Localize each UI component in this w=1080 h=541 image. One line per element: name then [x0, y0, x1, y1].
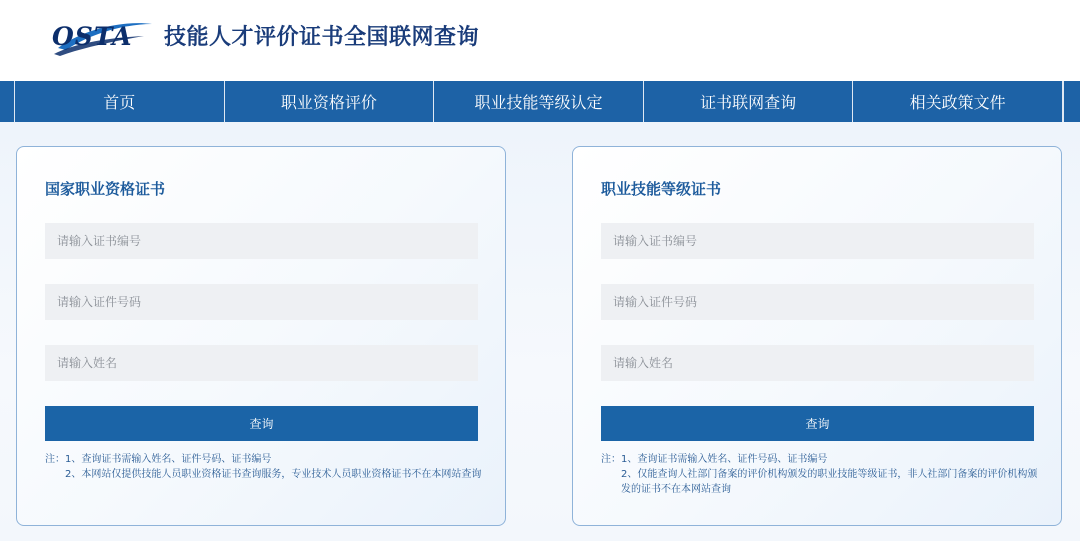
note-1: 1、查询证书需输入姓名、证件号码、证书编号: [621, 454, 828, 465]
main-nav: [0, 81, 1080, 122]
note-prefix: 注：: [601, 454, 621, 465]
query-button[interactable]: 查询: [601, 406, 1034, 441]
note-prefix: 注：: [45, 454, 65, 465]
site-header: [0, 0, 1080, 81]
card-title: 国家职业资格证书: [45, 180, 166, 198]
name-input[interactable]: [601, 345, 1034, 381]
notes: [601, 452, 1041, 497]
nav-item-policy-documents[interactable]: 相关政策文件: [853, 81, 1063, 122]
nav-edge-right: [1063, 81, 1080, 122]
id-number-input[interactable]: [601, 284, 1034, 320]
note-1: 1、查询证书需输入姓名、证件号码、证书编号: [65, 454, 272, 465]
card-title: 职业技能等级证书: [601, 180, 722, 198]
certificate-number-input[interactable]: [45, 223, 478, 259]
site-title: 技能人才评价证书全国联网查询: [164, 25, 480, 50]
nav-item-qualification-evaluation[interactable]: 职业资格评价: [225, 81, 435, 122]
logo-text: OSTA: [52, 22, 133, 51]
nav-edge-left: [0, 81, 15, 122]
query-button[interactable]: 查询: [45, 406, 478, 441]
notes: [45, 452, 485, 482]
osta-logo[interactable]: [52, 18, 154, 60]
name-input[interactable]: [45, 345, 478, 381]
note-2: 2、仅能查询人社部门备案的评价机构颁发的职业技能等级证书，非人社部门备案的评价机构颁发的证书不在本网站查询: [621, 469, 1038, 495]
qualification-certificate-card: [16, 146, 506, 526]
skill-level-certificate-card: [572, 146, 1062, 526]
main-content: [0, 122, 1080, 541]
note-2: 2、本网站仅提供技能人员职业资格证书查询服务，专业技术人员职业资格证书不在本网站查询: [65, 469, 482, 480]
certificate-number-input[interactable]: [601, 223, 1034, 259]
nav-item-certificate-query[interactable]: 证书联网查询: [644, 81, 854, 122]
id-number-input[interactable]: [45, 284, 478, 320]
nav-item-home[interactable]: 首页: [15, 81, 225, 122]
nav-item-skill-level-certification[interactable]: 职业技能等级认定: [434, 81, 644, 122]
